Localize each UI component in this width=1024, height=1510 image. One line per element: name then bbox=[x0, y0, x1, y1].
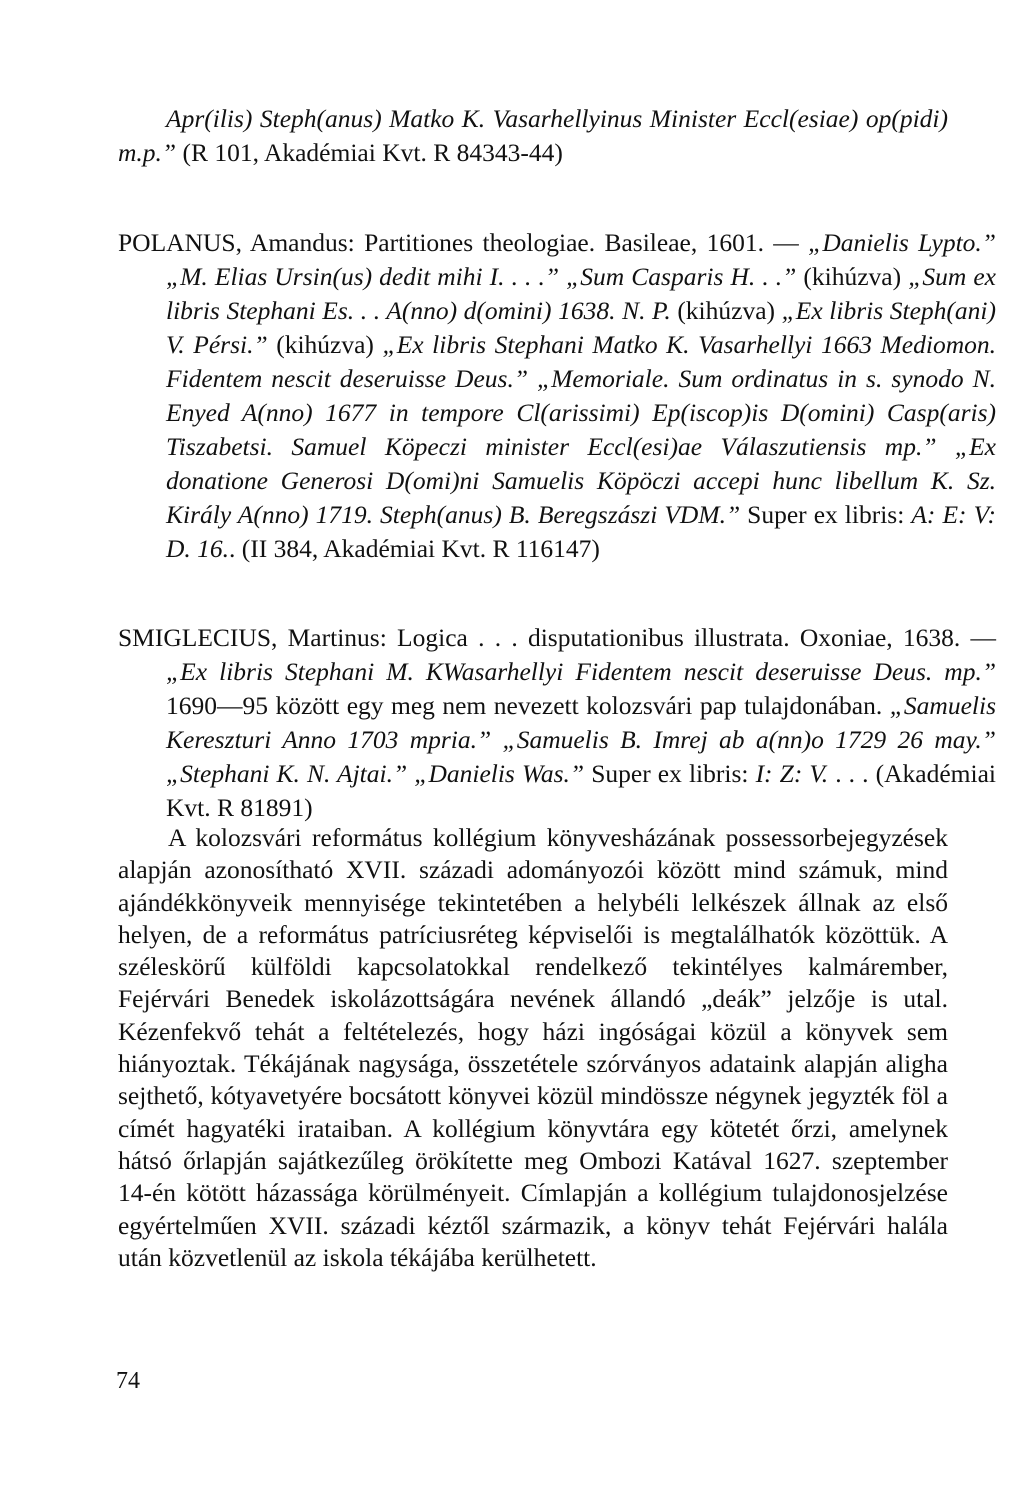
entry-part: „Ex libris Stephani Matko K. Vasarhellyi 1663 Mediomon. Fidentem nescit deseruisse Deus.” „Memoriale. Sum ordinatus in s. synodo N. Enyed A(nno) 1677 in tempore Cl(arissimi) Ep(iscop)is D(omini) Casp(aris) Tiszabetsi. Samuel Köpeczi minister Eccl(esi)ae Válaszutiensis mp.” „Ex donatione Generosi D(omi)ni Samuelis Köpöczi accepi hunc libellum K. Sz. Király A(nno) 1719. Steph(anus) B. Beregszászi VDM.” bbox=[166, 330, 996, 529]
entry-part: „Samuelis Kereszturi Anno 1703 mpria.” „Samuelis B. Imrej ab a(nn)o 1729 26 may.” „Stephani K. N. Ajtai.” „Danielis Was.” bbox=[166, 691, 996, 788]
entry-part: „Danielis Lypto.” „M. Elias Ursin(us) dedit mihi I. . . .” „Sum Casparis H. . .” bbox=[166, 228, 996, 291]
entry-part: Apr(ilis) Steph(anus) Matko K. Vasarhellyinus Minister Eccl(esiae) op(pidi) m.p.” bbox=[118, 104, 948, 167]
entry-vasarhelyi-continuation bbox=[118, 102, 948, 170]
entry-part: . (II 384, Akadémiai Kvt. R 116147) bbox=[229, 534, 600, 563]
entry-part: . . . (Akadémiai Kvt. R 81891) bbox=[166, 759, 996, 822]
entry-part: „Ex libris Stephani M. KWasarhellyi Fidentem nescit deseruisse Deus. mp.” bbox=[166, 657, 996, 686]
entry-part: Super ex libris: bbox=[740, 500, 912, 529]
entry-part: Super ex libris: bbox=[584, 759, 756, 788]
entry-part: SMIGLECIUS, Martinus: Logica . . . disputationibus illustrata. Oxoniae, 1638. — bbox=[118, 623, 996, 652]
entry-part: (kihúzva) bbox=[267, 330, 383, 359]
body-paragraph: A kolozsvári református kollégium könyvesházának possessorbejegyzések alapján azonosítható XVII. századi adományozói között mind számuk, mind ajándékkönyveik mennyisége tekintetében a helybéli lelkészek állnak az első helyen, de a református patríciusréteg képviselői is megtalálhatók közöttük. A széleskörű külföldi kapcsolatokkal rendelkező tekintélyes kalmárember, Fejérvári Benedek iskolázottságára nevének állandó „deák” jelzője is utal. Kézenfekvő tehát a feltételezés, hogy házi ingóságai közül a könyvek sem hiányoztak. Tékájának nagysága, összetétele szórványos adataink alapján aligha sejthető, kótyavetyére bocsátott könyvei közül mindössze négynek jegyzték föl a címét hagyatéki irataiban. A kollégium könyvtára egy kötetét őrzi, amelynek hátsó őrlapján sajátkezűleg örökítette meg Ombozi Katával 1627. szeptember 14-én kötött házassága körülményeit. Címlapján a kollégium tulajdonosjelzése egyértelműen XVII. századi kéztől származik, a könyv tehát Fejérvári halála után közvetlenül az iskola tékájába kerülhetett. bbox=[118, 823, 948, 1272]
entry-part: (kihúzva) bbox=[796, 262, 909, 291]
entry-part: I: Z: V. bbox=[755, 759, 829, 788]
entry-part: 1690—95 között egy meg nem nevezett kolozsvári pap tulajdonában. bbox=[166, 691, 890, 720]
entry-part: (R 101, Akadémiai Kvt. R 84343-44) bbox=[176, 138, 563, 167]
entry-smiglecius bbox=[118, 621, 996, 825]
entry-part: POLANUS, Amandus: Partitiones theologiae. Basileae, 1601. — bbox=[118, 228, 809, 257]
page-number: 74 bbox=[116, 1368, 140, 1394]
entry-polanus bbox=[118, 226, 996, 566]
entry-part: „Ex libris Steph(ani) V. Pérsi.” bbox=[166, 296, 996, 359]
entry-part: A: E: V: D. 16. bbox=[166, 500, 996, 563]
entry-part: (kihúzva) bbox=[670, 296, 782, 325]
entry-part: „Sum ex libris Stephani Es. . . A(nno) d(omini) 1638. N. P. bbox=[166, 262, 996, 325]
